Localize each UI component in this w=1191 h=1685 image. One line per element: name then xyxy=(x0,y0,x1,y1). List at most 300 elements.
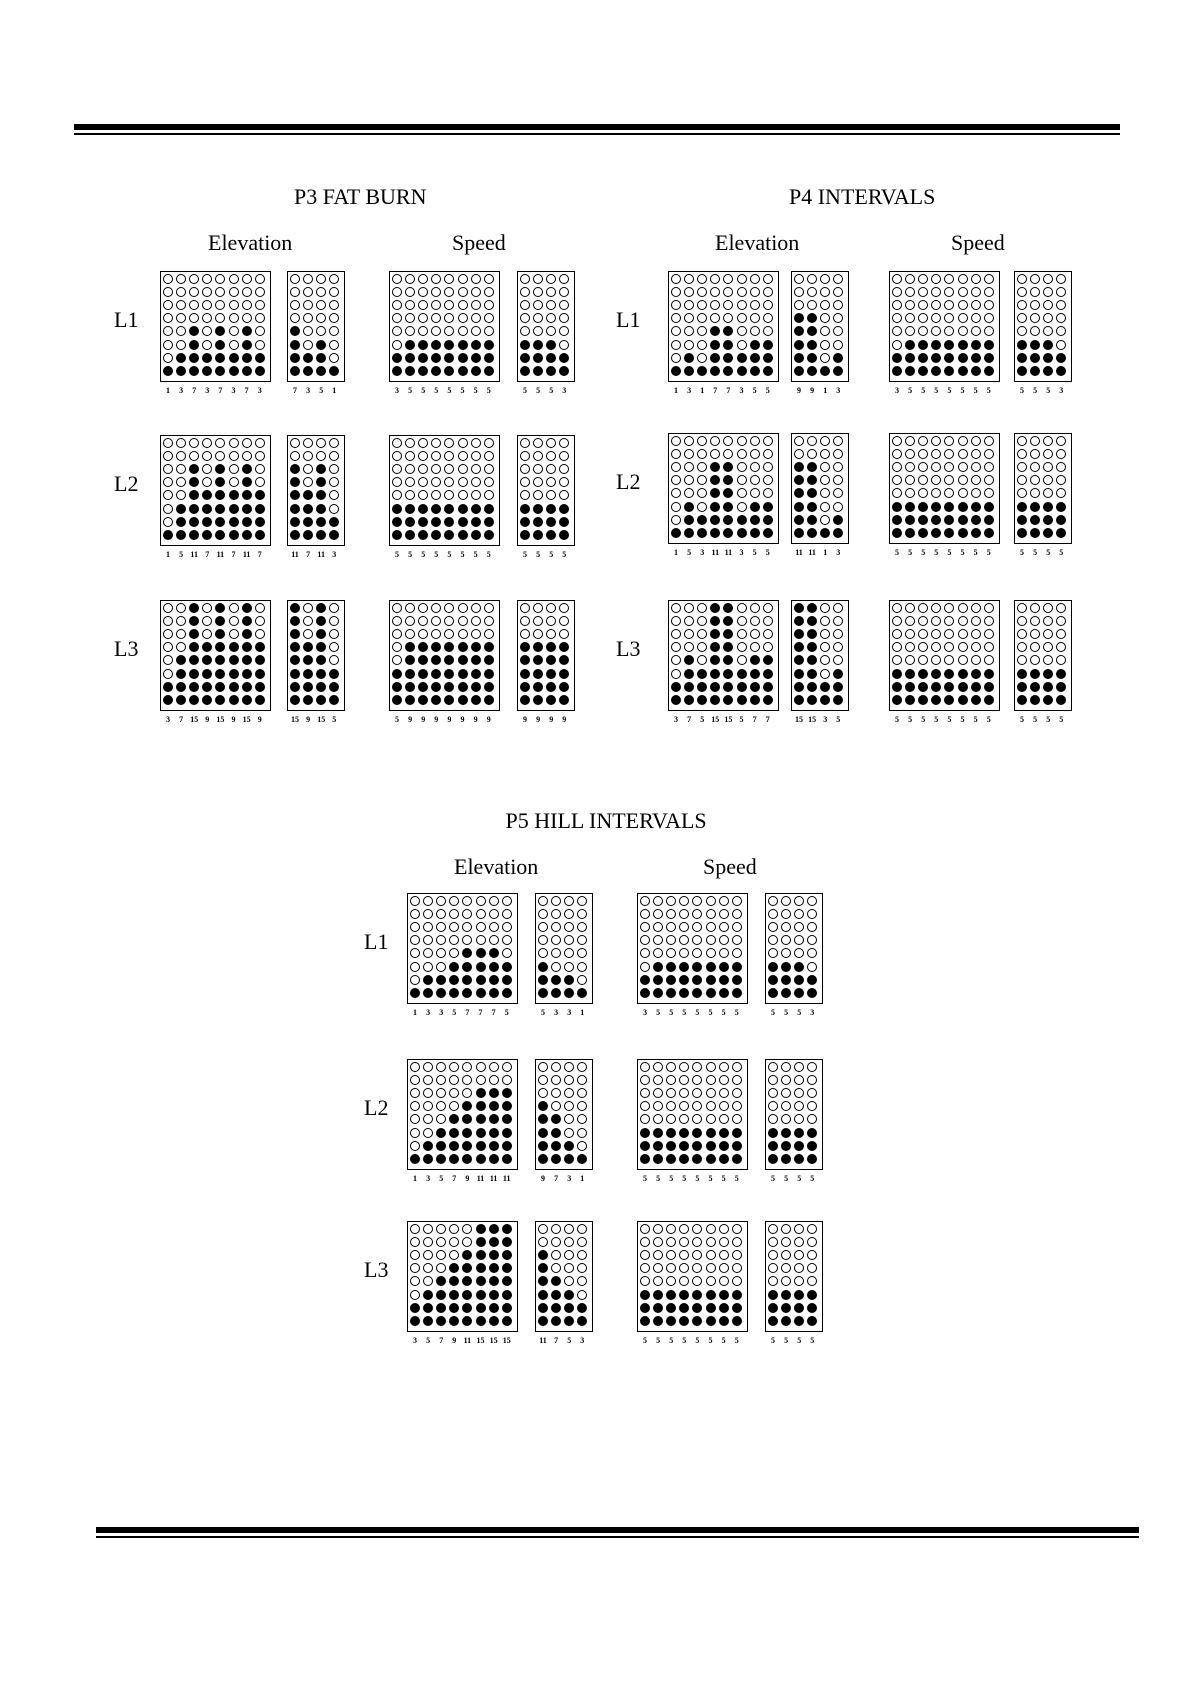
led-dot xyxy=(931,669,941,679)
led-dot xyxy=(1017,449,1027,459)
value-label: 9 xyxy=(562,714,567,724)
led-dot xyxy=(1017,274,1027,284)
led-dot xyxy=(329,655,339,665)
led-dot xyxy=(484,438,494,448)
value-label: 15 xyxy=(317,714,326,724)
led-dot xyxy=(577,1114,587,1124)
led-dot xyxy=(944,313,954,323)
led-dot xyxy=(892,616,902,626)
speed-grid-b xyxy=(517,435,575,546)
value-label: 5 xyxy=(669,1173,674,1183)
led-dot xyxy=(489,962,499,972)
led-dot xyxy=(502,909,512,919)
led-dot xyxy=(449,1316,459,1326)
led-dot xyxy=(653,948,663,958)
led-dot xyxy=(971,462,981,472)
led-dot xyxy=(1017,682,1027,692)
led-dot xyxy=(176,340,186,350)
led-dot xyxy=(820,449,830,459)
led-dot xyxy=(564,1303,574,1313)
led-dot xyxy=(1030,475,1040,485)
led-dot xyxy=(255,274,265,284)
led-dot xyxy=(905,353,915,363)
elevation-grid-a xyxy=(160,271,271,382)
led-dot xyxy=(697,603,707,613)
led-dot xyxy=(449,948,459,958)
led-dot xyxy=(768,922,778,932)
led-dot xyxy=(944,488,954,498)
led-dot xyxy=(405,313,415,323)
led-dot xyxy=(692,1128,702,1138)
led-dot xyxy=(820,274,830,284)
led-dot xyxy=(392,616,402,626)
led-dot xyxy=(807,988,817,998)
led-dot xyxy=(423,1154,433,1164)
led-dot xyxy=(546,326,556,336)
led-dot xyxy=(781,1316,791,1326)
led-dot xyxy=(431,603,441,613)
led-dot xyxy=(242,530,252,540)
led-dot xyxy=(329,682,339,692)
speed-grid-b xyxy=(765,1059,823,1170)
led-dot xyxy=(984,449,994,459)
led-dot xyxy=(640,1237,650,1247)
led-dot xyxy=(564,1088,574,1098)
led-dot xyxy=(502,1088,512,1098)
led-dot xyxy=(781,1290,791,1300)
led-dot xyxy=(255,300,265,310)
led-dot xyxy=(905,340,915,350)
led-dot xyxy=(931,642,941,652)
led-dot xyxy=(559,669,569,679)
led-dot xyxy=(1017,436,1027,446)
led-dot xyxy=(692,1075,702,1085)
led-dot xyxy=(768,1154,778,1164)
led-dot xyxy=(484,616,494,626)
led-dot xyxy=(462,1303,472,1313)
led-dot xyxy=(1030,436,1040,446)
led-dot xyxy=(242,451,252,461)
led-dot xyxy=(723,436,733,446)
led-dot xyxy=(737,340,747,350)
led-dot xyxy=(732,962,742,972)
led-dot xyxy=(905,695,915,705)
led-dot xyxy=(671,274,681,284)
value-label: 7 xyxy=(179,714,184,724)
led-dot xyxy=(533,326,543,336)
led-dot xyxy=(931,502,941,512)
led-dot xyxy=(1030,616,1040,626)
led-dot xyxy=(905,287,915,297)
led-dot xyxy=(484,629,494,639)
led-dot xyxy=(431,477,441,487)
led-dot xyxy=(189,616,199,626)
led-dot xyxy=(316,438,326,448)
led-dot xyxy=(892,326,902,336)
led-dot xyxy=(697,488,707,498)
elevation-grid-b xyxy=(791,600,849,711)
led-dot xyxy=(431,300,441,310)
value-label: 5 xyxy=(504,1007,509,1017)
led-dot xyxy=(971,274,981,284)
led-dot xyxy=(471,451,481,461)
led-dot xyxy=(958,629,968,639)
led-dot xyxy=(202,603,212,613)
value-label: 7 xyxy=(257,549,262,559)
led-dot xyxy=(794,449,804,459)
value-label: 3 xyxy=(674,714,678,724)
led-dot xyxy=(737,603,747,613)
led-dot xyxy=(229,451,239,461)
led-dot xyxy=(546,629,556,639)
led-dot xyxy=(892,353,902,363)
led-dot xyxy=(944,274,954,284)
value-label: 5 xyxy=(682,1173,687,1183)
led-dot xyxy=(189,669,199,679)
led-dot xyxy=(476,1290,486,1300)
led-dot xyxy=(794,695,804,705)
value-label: 5 xyxy=(765,547,770,557)
led-dot xyxy=(984,274,994,284)
value-label: 5 xyxy=(439,1173,444,1183)
value-label: 3 xyxy=(395,385,399,395)
led-dot xyxy=(723,449,733,459)
led-dot xyxy=(653,1316,663,1326)
led-dot xyxy=(431,366,441,376)
led-dot xyxy=(706,1114,716,1124)
led-dot xyxy=(444,682,454,692)
led-dot xyxy=(444,629,454,639)
value-label: 3 xyxy=(836,385,841,395)
led-dot xyxy=(551,1062,561,1072)
led-dot xyxy=(768,935,778,945)
led-dot xyxy=(692,909,702,919)
led-dot xyxy=(1043,353,1053,363)
led-dot xyxy=(640,1250,650,1260)
led-dot xyxy=(316,326,326,336)
led-dot xyxy=(1017,528,1027,538)
led-dot xyxy=(559,313,569,323)
led-dot xyxy=(189,477,199,487)
led-dot xyxy=(202,287,212,297)
led-dot xyxy=(971,326,981,336)
value-label: 3 xyxy=(567,1173,572,1183)
led-dot xyxy=(476,896,486,906)
led-dot xyxy=(653,1154,663,1164)
value-label: 11 xyxy=(242,549,251,559)
led-dot xyxy=(176,655,186,665)
led-dot xyxy=(710,682,720,692)
led-dot xyxy=(255,464,265,474)
led-dot xyxy=(329,629,339,639)
value-label: 11 xyxy=(317,549,325,559)
led-dot xyxy=(423,1114,433,1124)
led-dot xyxy=(1017,353,1027,363)
led-dot xyxy=(176,669,186,679)
led-dot xyxy=(640,1290,650,1300)
value-label: 5 xyxy=(752,385,757,395)
led-dot xyxy=(794,1237,804,1247)
led-dot xyxy=(163,313,173,323)
led-dot xyxy=(1017,488,1027,498)
led-dot xyxy=(202,642,212,652)
led-dot xyxy=(489,1101,499,1111)
led-dot xyxy=(176,504,186,514)
led-dot xyxy=(944,353,954,363)
led-dot xyxy=(684,287,694,297)
led-dot xyxy=(215,490,225,500)
led-dot xyxy=(176,438,186,448)
led-dot xyxy=(958,436,968,446)
led-dot xyxy=(489,1224,499,1234)
led-dot xyxy=(431,682,441,692)
led-dot xyxy=(807,948,817,958)
led-dot xyxy=(242,629,252,639)
led-dot xyxy=(719,988,729,998)
led-dot xyxy=(538,1154,548,1164)
led-dot xyxy=(1056,287,1066,297)
led-dot xyxy=(546,655,556,665)
led-dot xyxy=(410,1101,420,1111)
led-dot xyxy=(546,669,556,679)
led-dot xyxy=(462,975,472,985)
led-dot xyxy=(905,462,915,472)
led-dot xyxy=(944,449,954,459)
led-dot xyxy=(577,1224,587,1234)
led-dot xyxy=(176,274,186,284)
value-label: 5 xyxy=(695,1335,700,1345)
value-label: 9 xyxy=(486,714,491,724)
led-dot xyxy=(255,517,265,527)
led-dot xyxy=(202,464,212,474)
led-dot xyxy=(436,988,446,998)
led-dot xyxy=(444,366,454,376)
led-dot xyxy=(931,528,941,538)
led-dot xyxy=(794,909,804,919)
led-dot xyxy=(471,300,481,310)
led-dot xyxy=(502,1303,512,1313)
led-dot xyxy=(1043,515,1053,525)
value-label: 5 xyxy=(523,549,527,559)
led-dot xyxy=(719,1075,729,1085)
led-dot xyxy=(1030,326,1040,336)
led-dot xyxy=(671,353,681,363)
led-dot xyxy=(944,300,954,310)
led-dot xyxy=(559,682,569,692)
led-dot xyxy=(706,1250,716,1260)
led-dot xyxy=(833,616,843,626)
value-label: 1 xyxy=(413,1173,417,1183)
led-dot xyxy=(242,603,252,613)
led-dot xyxy=(666,1303,676,1313)
led-dot xyxy=(163,464,173,474)
led-dot xyxy=(763,616,773,626)
value-label: 3 xyxy=(700,547,705,557)
led-dot xyxy=(444,274,454,284)
value-label: 5 xyxy=(1033,547,1038,557)
led-dot xyxy=(684,326,694,336)
led-dot xyxy=(577,962,587,972)
led-dot xyxy=(833,603,843,613)
led-dot xyxy=(666,1062,676,1072)
led-dot xyxy=(719,1303,729,1313)
led-dot xyxy=(931,300,941,310)
led-dot xyxy=(520,326,530,336)
led-dot xyxy=(458,629,468,639)
led-dot xyxy=(719,1276,729,1286)
led-dot xyxy=(892,642,902,652)
led-dot xyxy=(1043,340,1053,350)
led-dot xyxy=(931,449,941,459)
led-dot xyxy=(392,682,402,692)
led-dot xyxy=(484,287,494,297)
led-dot xyxy=(905,313,915,323)
led-dot xyxy=(697,515,707,525)
led-dot xyxy=(931,616,941,626)
led-dot xyxy=(1030,603,1040,613)
value-label: 5 xyxy=(986,547,991,557)
led-dot xyxy=(750,669,760,679)
led-dot xyxy=(671,449,681,459)
led-dot xyxy=(462,1263,472,1273)
led-dot xyxy=(653,1224,663,1234)
led-dot xyxy=(944,462,954,472)
led-dot xyxy=(820,655,830,665)
led-dot xyxy=(971,682,981,692)
led-dot xyxy=(732,1250,742,1260)
led-dot xyxy=(679,1141,689,1151)
led-dot xyxy=(471,438,481,448)
led-dot xyxy=(202,477,212,487)
led-dot xyxy=(732,896,742,906)
led-dot xyxy=(807,1237,817,1247)
led-dot xyxy=(458,655,468,665)
led-dot xyxy=(719,1290,729,1300)
led-dot xyxy=(189,340,199,350)
led-dot xyxy=(564,1128,574,1138)
led-dot xyxy=(533,504,543,514)
led-dot xyxy=(732,1237,742,1247)
led-dot xyxy=(163,530,173,540)
led-dot xyxy=(666,1128,676,1138)
led-dot xyxy=(458,504,468,514)
led-dot xyxy=(763,353,773,363)
led-dot xyxy=(833,313,843,323)
led-dot xyxy=(189,504,199,514)
value-label: 5 xyxy=(908,547,913,557)
led-dot xyxy=(807,274,817,284)
led-dot xyxy=(229,326,239,336)
value-label: 5 xyxy=(986,385,991,395)
value-label: 15 xyxy=(489,1335,498,1345)
led-dot xyxy=(723,515,733,525)
led-dot xyxy=(640,922,650,932)
led-dot xyxy=(255,682,265,692)
led-dot xyxy=(971,436,981,446)
led-dot xyxy=(229,682,239,692)
led-dot xyxy=(229,642,239,652)
led-dot xyxy=(392,287,402,297)
led-dot xyxy=(163,300,173,310)
led-dot xyxy=(640,935,650,945)
led-dot xyxy=(679,1263,689,1273)
led-dot xyxy=(763,326,773,336)
led-dot xyxy=(436,1237,446,1247)
led-dot xyxy=(546,451,556,461)
led-dot xyxy=(820,462,830,472)
led-dot xyxy=(1017,313,1027,323)
led-dot xyxy=(242,287,252,297)
led-dot xyxy=(410,1062,420,1072)
led-dot xyxy=(520,340,530,350)
led-dot xyxy=(462,1062,472,1072)
value-label: 1 xyxy=(166,549,170,559)
led-dot xyxy=(692,1276,702,1286)
led-dot xyxy=(255,616,265,626)
led-dot xyxy=(520,603,530,613)
led-dot xyxy=(329,366,339,376)
led-dot xyxy=(410,1114,420,1124)
value-label: 9 xyxy=(810,385,815,395)
led-dot xyxy=(489,1154,499,1164)
led-dot xyxy=(653,988,663,998)
led-dot xyxy=(410,1237,420,1247)
led-dot xyxy=(781,1141,791,1151)
value-label: 11 xyxy=(808,547,816,557)
led-dot xyxy=(768,1250,778,1260)
value-label: 3 xyxy=(836,547,841,557)
led-dot xyxy=(520,616,530,626)
led-dot xyxy=(719,1141,729,1151)
led-dot xyxy=(679,1237,689,1247)
led-dot xyxy=(202,353,212,363)
led-dot xyxy=(918,488,928,498)
led-dot xyxy=(489,1062,499,1072)
led-dot xyxy=(502,1237,512,1247)
led-dot xyxy=(163,655,173,665)
led-dot xyxy=(1043,603,1053,613)
value-label: 1 xyxy=(166,385,170,395)
led-dot xyxy=(666,922,676,932)
led-dot xyxy=(653,1128,663,1138)
led-dot xyxy=(710,695,720,705)
led-dot xyxy=(329,340,339,350)
led-dot xyxy=(502,935,512,945)
led-dot xyxy=(706,988,716,998)
led-dot xyxy=(436,1128,446,1138)
led-dot xyxy=(559,366,569,376)
led-dot xyxy=(833,326,843,336)
led-dot xyxy=(489,988,499,998)
led-dot xyxy=(706,1316,716,1326)
value-label: 5 xyxy=(734,1173,739,1183)
led-dot xyxy=(807,1316,817,1326)
value-label: 11 xyxy=(489,1173,498,1183)
value-label: 5 xyxy=(460,549,465,559)
elevation-grid-a xyxy=(407,893,518,1004)
led-dot xyxy=(329,464,339,474)
value-label: 7 xyxy=(687,714,692,724)
speed-grid-a xyxy=(889,600,1000,711)
led-dot xyxy=(892,449,902,459)
led-dot xyxy=(781,962,791,972)
value-label: 5 xyxy=(1020,714,1024,724)
led-dot xyxy=(290,366,300,376)
led-dot xyxy=(202,669,212,679)
led-dot xyxy=(444,313,454,323)
led-dot xyxy=(892,475,902,485)
led-dot xyxy=(418,669,428,679)
